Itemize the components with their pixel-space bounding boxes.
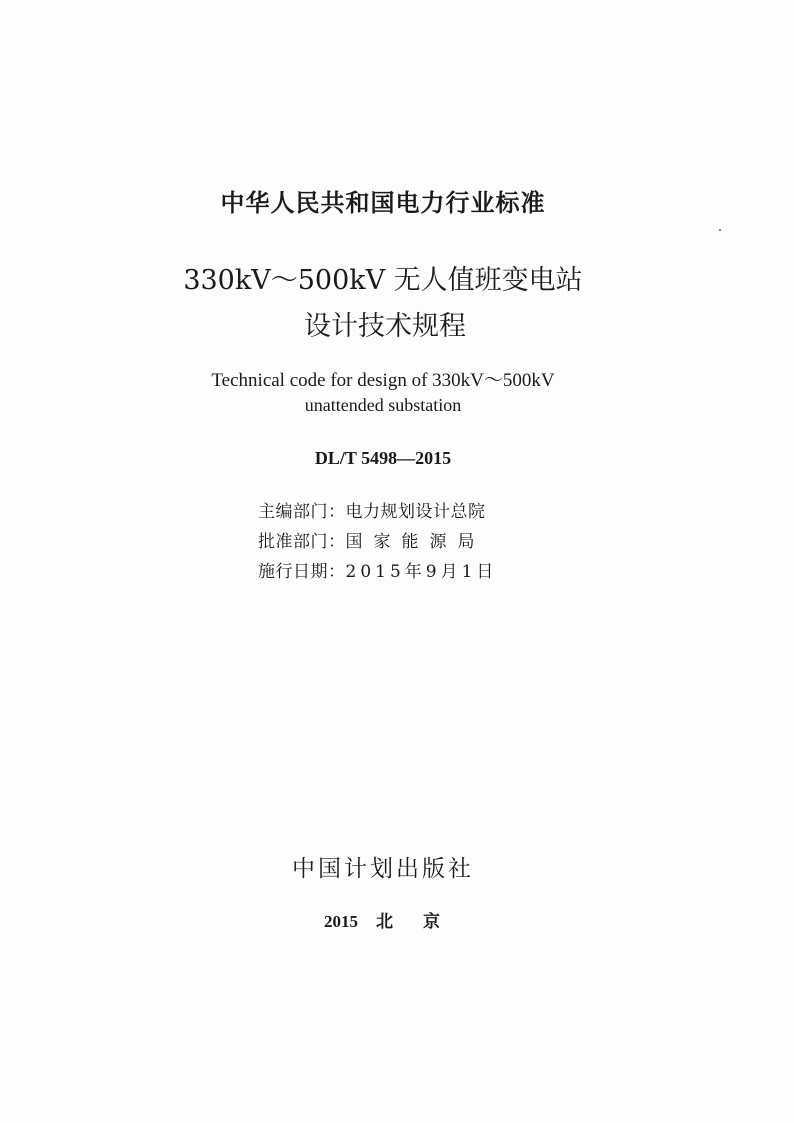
effective-date-row — [258, 557, 497, 582]
standard-code: DL/T 5498—2015 — [314, 448, 452, 468]
imprint-year: 2015 — [324, 912, 358, 931]
title-en-line1: Technical code for design of 330kV～500kV — [211, 370, 555, 391]
effective-date-label: 施行日期： — [258, 562, 346, 582]
imprint-city: 北京 — [376, 912, 470, 932]
effective-date-value: 2015年9月1日 — [345, 562, 498, 582]
industry-standard-heading: 中华人民共和国电力行业标准 — [220, 189, 546, 217]
approver-row — [258, 527, 486, 552]
editor-value: 电力规划设计总院 — [345, 502, 486, 522]
imprint-line — [0, 907, 794, 932]
approver-value: 国家能源局 — [345, 532, 486, 552]
approver-label: 批准部门： — [258, 532, 346, 552]
editor-label: 主编部门： — [258, 502, 346, 522]
title-en-line2: unattended substation — [304, 395, 462, 415]
title-cn-line1: 330kV～500kV 无人值班变电站 — [183, 265, 583, 296]
print-speck — [719, 229, 721, 231]
title-cn-line2: 设计技术规程 — [304, 311, 466, 342]
publisher-name: 中国计划出版社 — [292, 856, 474, 882]
editor-row — [258, 497, 486, 522]
